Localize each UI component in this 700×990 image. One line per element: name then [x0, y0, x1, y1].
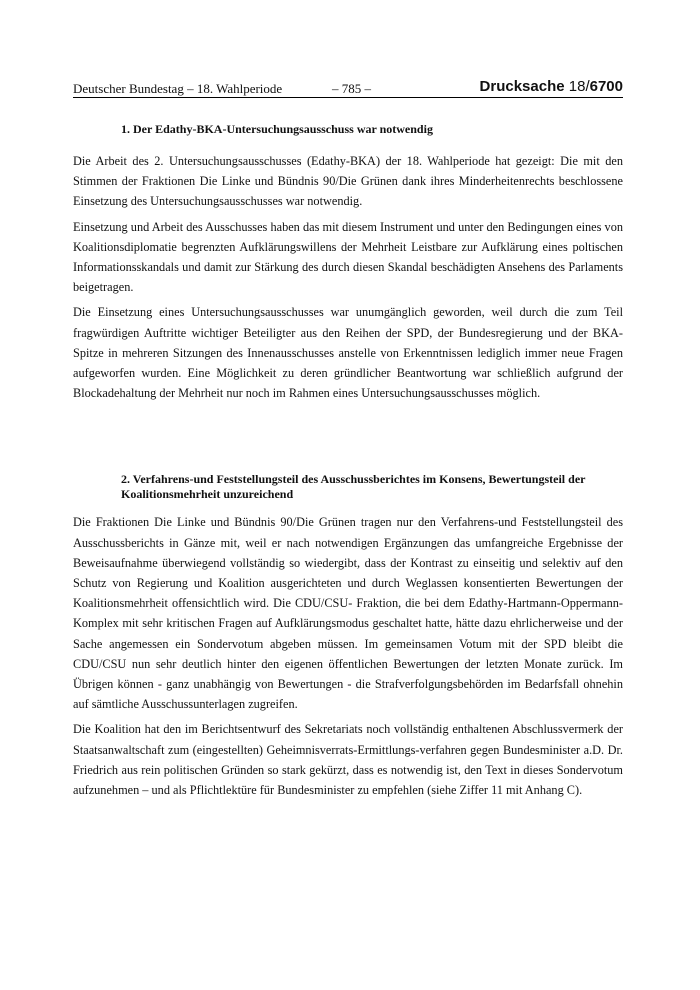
page-number: – 785 –: [332, 81, 371, 96]
document-number: [480, 78, 623, 95]
section-spacer: [73, 408, 623, 472]
section-1-paragraph-3: Die Einsetzung eines Untersuchungsausschusses war unumgänglich geworden, weil durch die zum Teil fragwürdigen Auftritte wichtiger Beteiligter aus den Reihen der SPD, der Bundesregierung und der BKA-Spitze in mehreren Sitzungen des Innenausschusses anstelle von Erkenntnissen lediglich immer neue Fragen aufgeworfen wurden. Eine Möglichkeit zu deren gründlicher Beantwortung war schließlich aufgrund der Blockadehaltung der Mehrheit nur noch im Rahmen eines Untersuchungsausschusses möglich.: [73, 305, 623, 401]
section-1-heading: 1. Der Edathy-BKA-Untersuchungsausschuss war notwendig: [121, 122, 433, 136]
doc-label: Drucksache: [479, 78, 565, 95]
section-2-heading: 2. Verfahrens-und Feststellungsteil des Ausschussberichtes im Konsens, Bewertungsteil der Koalitionsmehrheit unzureichend: [121, 472, 586, 502]
section-1-paragraph-2: Einsetzung und Arbeit des Ausschusses haben das mit diesem Instrument und unter den Bedingungen eines von Koalitionsdiplomatie begrenzten Aufklärungswillens der Mehrheit Leistbare zur Aufklärung eines poltischen Informationsskandals und damit zur Stärkung des durch diesen Skandal beschädigten Ansehens des Parlaments beigetragen.: [73, 219, 623, 295]
running-header: [73, 78, 623, 98]
page-content: [73, 122, 623, 805]
section-1-paragraph-1: Die Arbeit des 2. Untersuchungsausschusses (Edathy-BKA) der 18. Wahlperiode hat gezeigt: Die mit den Stimmen der Fraktionen Die Linke und Bündnis 90/Die Grünen dank ihres Minderheitenrechts beschlossene Einsetzung des Untersuchungsausschusses war notwendig.: [73, 154, 623, 209]
doc-number-prefix: 18/: [568, 78, 590, 95]
doc-number-suffix: 6700: [589, 78, 623, 95]
section-2-paragraph-1: Die Fraktionen Die Linke und Bündnis 90/Die Grünen tragen nur den Verfahrens-und Feststellungsteil des Ausschussberichts in Gänze mit, weil er nach notwendigen Ergänzungen das umfangreiche Ergebnisse der Beweisaufnahme überwiegend vollständig so wiedergibt, dass der Kontrast zu einseitig und selektiv auf den Schutz von Regierung und Koalition ausgerichteten und durch Weglassen konsentierten Bewertungen der Koalitionsmehrheit offensichtlich wird. Die CDU/CSU- Fraktion, die bei dem Edathy-Hartmann-Oppermann-Komplex mit sehr kritischen Fragen auf Aufklärungsmodus geschaltet hatte, hätte dazu ehrlicherweise und der Sache angemessen ein Sondervotum abgeben müssen. Im gemeinsamen Votum mit der SPD bleibt die CDU/CSU nun sehr deutlich hinter den eigenen öffentlichen Bewertungen der letzten Monate zurück. Im Übrigen können - ganz unabhängig von Bewertungen - die Strafverfolgungsbehörden im Bedarfsfall ohnehin auf sämtliche Ausschussunterlagen zugreifen.: [73, 515, 623, 712]
header-rule: [73, 97, 623, 98]
section-2-paragraph-2: Die Koalition hat den im Berichtsentwurf des Sekretariats noch vollständig enthaltenen Abschlussvermerk der Staatsanwaltschaft zum (eingestellten) Geheimnisverrats-Ermittlungs-verfahren gegen Bundesminister a.D. Dr. Friedrich aus rein politischen Gründen so stark gekürzt, dass es notwendig ist, den Text in dieses Sondervotum aufzunehmen – und als Pflichtlektüre für Bundesminister zu empfehlen (siehe Ziffer 11 mit Anhang C).: [73, 722, 623, 798]
header-title: Deutscher Bundestag – 18. Wahlperiode: [73, 81, 283, 96]
